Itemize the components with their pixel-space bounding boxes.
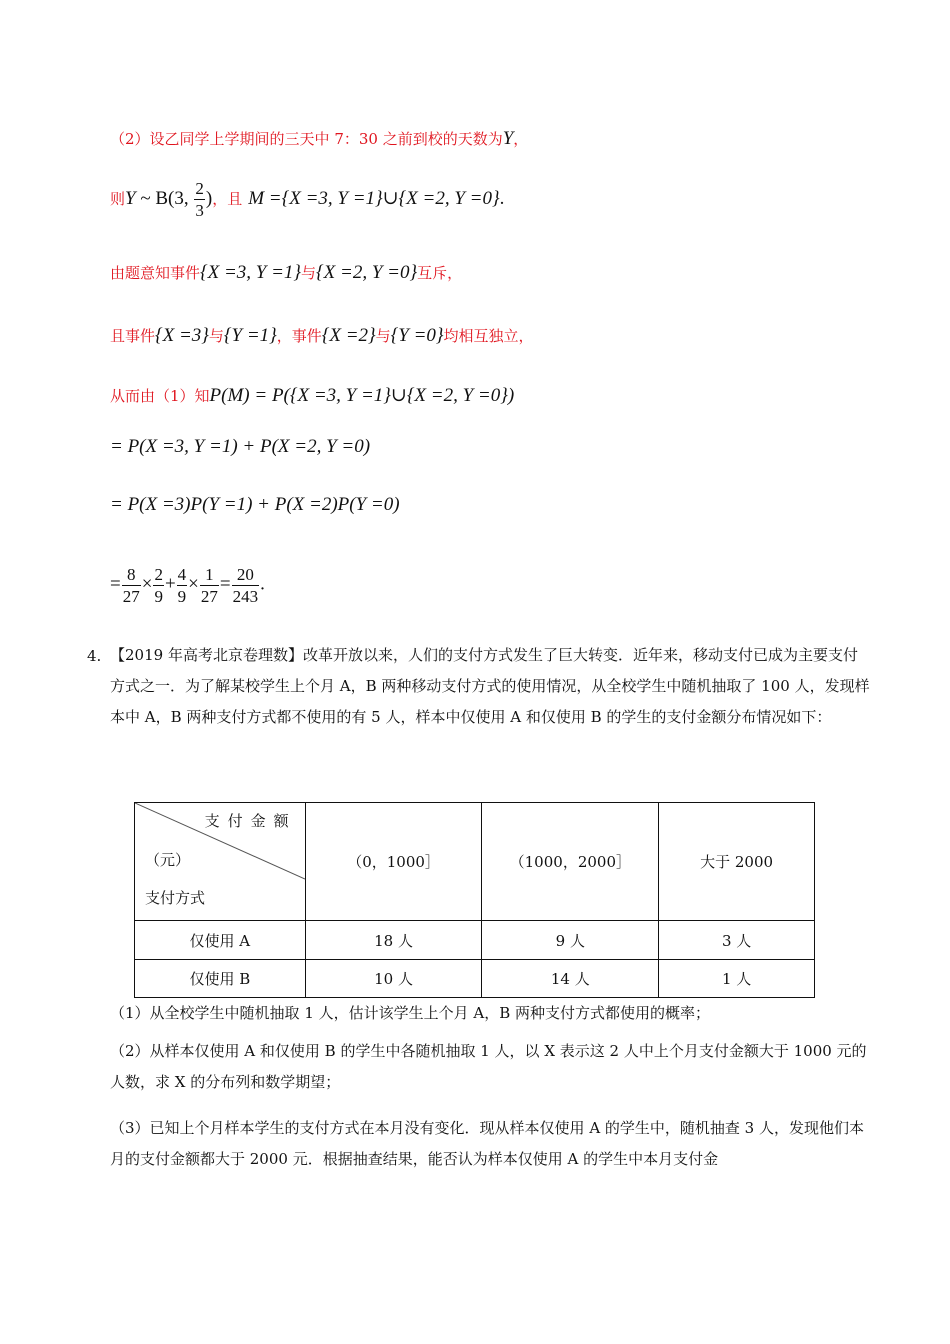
- solution-text: 由题意知事件: [110, 264, 201, 282]
- question-2: （2）从样本仅使用 A 和仅使用 B 的学生中各随机抽取 1 人，以 X 表示这 2 人中上个月支付金额大于 1000 元的人数，求 X 的分布列和数学期望；: [110, 1042, 867, 1091]
- distribution-close: ): [205, 187, 213, 209]
- fraction-numerator: 2: [154, 565, 163, 584]
- fraction-denominator: 27: [200, 587, 218, 606]
- table-row: [135, 960, 815, 998]
- table-cell: 18 人: [305, 921, 482, 960]
- punctuation: ，: [513, 130, 529, 148]
- fraction-numerator: 2: [195, 179, 204, 198]
- fraction: [153, 566, 164, 605]
- fraction: [200, 566, 219, 605]
- times-sign: ×: [188, 573, 199, 595]
- problem-number: 4.: [87, 647, 102, 665]
- solution-text: ，事件: [276, 327, 322, 345]
- event-set: {X =3}: [155, 325, 209, 346]
- header-method-label: 支付方式: [145, 889, 206, 907]
- fraction-numerator: 4: [177, 565, 187, 584]
- column-header: （1000，2000］: [482, 803, 659, 921]
- probability-expr: = P(X =3)P(Y =1) + P(X =2)P(Y =0): [110, 494, 400, 515]
- fraction-denominator: 9: [177, 587, 187, 606]
- fraction: [122, 566, 141, 605]
- fraction-numerator: 1: [200, 566, 219, 586]
- solution-line-5: [110, 384, 514, 407]
- column-header: （0，1000］: [305, 803, 482, 921]
- solution-text: 且事件: [110, 327, 156, 345]
- event-set: {X =2, Y =0}: [316, 262, 418, 283]
- table-row: [135, 921, 815, 960]
- times-sign: ×: [141, 573, 153, 595]
- event-set: {Y =1}: [223, 325, 277, 346]
- period: .: [499, 187, 505, 209]
- fraction: [177, 566, 188, 605]
- table-cell: 3 人: [659, 921, 815, 960]
- solution-line-1: [110, 128, 528, 150]
- event-m-expr: M ={X =3, Y =1}∪{X =2, Y =0}: [248, 187, 500, 209]
- fraction-denominator: 9: [154, 587, 163, 606]
- solution-text: 则: [110, 189, 126, 208]
- equals-sign: =: [219, 573, 231, 595]
- row-label: 仅使用 B: [135, 960, 306, 998]
- solution-text: ，且: [212, 189, 243, 208]
- distribution-expr: ~ B(3,: [135, 187, 194, 209]
- row-label: 仅使用 A: [135, 921, 306, 960]
- header-unit-label: （元）: [145, 851, 191, 869]
- solution-line-3: [110, 262, 462, 284]
- plus-sign: +: [164, 573, 176, 595]
- solution-text: 与: [208, 327, 224, 345]
- solution-line-6: [110, 436, 370, 458]
- table-corner-cell: [135, 803, 306, 921]
- column-header: 大于 2000: [659, 803, 815, 921]
- solution-text: 与: [301, 264, 317, 282]
- probability-expr: = P(X =3, Y =1) + P(X =2, Y =0): [110, 436, 371, 457]
- solution-text: 互斥，: [417, 264, 463, 282]
- table-header-row: [135, 803, 815, 921]
- solution-text: 均相互独立，: [443, 327, 534, 345]
- equals-sign: =: [110, 573, 121, 595]
- solution-text: 从而由（1）知: [110, 387, 210, 405]
- variable-y: Y: [502, 128, 514, 149]
- fraction: [194, 180, 205, 219]
- solution-text: 与: [375, 327, 391, 345]
- header-amount-label: 支付金额: [204, 812, 297, 830]
- solution-text: （2）设乙同学上学期间的三天中 7：30 之前到校的天数为: [110, 130, 503, 148]
- table-cell: 9 人: [482, 921, 659, 960]
- probability-expr: P(M) = P({X =3, Y =1}∪{X =2, Y =0}): [209, 385, 515, 406]
- question-3: （3）已知上个月样本学生的支付方式在本月没有变化．现从样本仅使用 A 的学生中，随机抽查 3 人，发现他们本月的支付金额都大于 2000 元．根据抽查结果，能否认为样本仅使用 A 的学生中本月支付金: [110, 1119, 864, 1168]
- variable-y: Y: [125, 187, 136, 209]
- fraction-denominator: 243: [232, 587, 259, 606]
- fraction-denominator: 27: [122, 587, 140, 606]
- solution-line-2: [110, 180, 504, 219]
- problem-statement: 【2019 年高考北京卷理数】改革开放以来，人们的支付方式发生了巨大转变．近年来，移动支付已成为主要支付方式之一．为了解某校学生上个月 A，B 两种移动支付方式的使用情况，从全校学生中随机抽取了 100 人，发现样本中 A，B 两种支付方式都不使用的有 5 人，样本中仅使用 A 和仅使用 B 的学生的支付金额分布情况如下：: [110, 646, 870, 726]
- fraction-numerator: 20: [232, 566, 260, 586]
- period: .: [260, 573, 265, 595]
- event-set: {X =2}: [321, 325, 376, 346]
- fraction-denominator: 3: [195, 201, 204, 220]
- table-cell: 1 人: [659, 960, 815, 998]
- event-set: {X =3, Y =1}: [200, 262, 302, 283]
- solution-line-4: [110, 325, 534, 347]
- fraction-numerator: 8: [122, 566, 141, 586]
- table-cell: 10 人: [305, 960, 482, 998]
- payment-table: [134, 802, 815, 998]
- fraction: [232, 566, 260, 605]
- solution-line-7: [110, 494, 400, 516]
- event-set: {Y =0}: [390, 325, 444, 346]
- solution-line-8: [110, 566, 265, 605]
- question-1: （1）从全校学生中随机抽取 1 人，估计该学生上个月 A，B 两种支付方式都使用的概率；: [110, 1004, 711, 1022]
- table-cell: 14 人: [482, 960, 659, 998]
